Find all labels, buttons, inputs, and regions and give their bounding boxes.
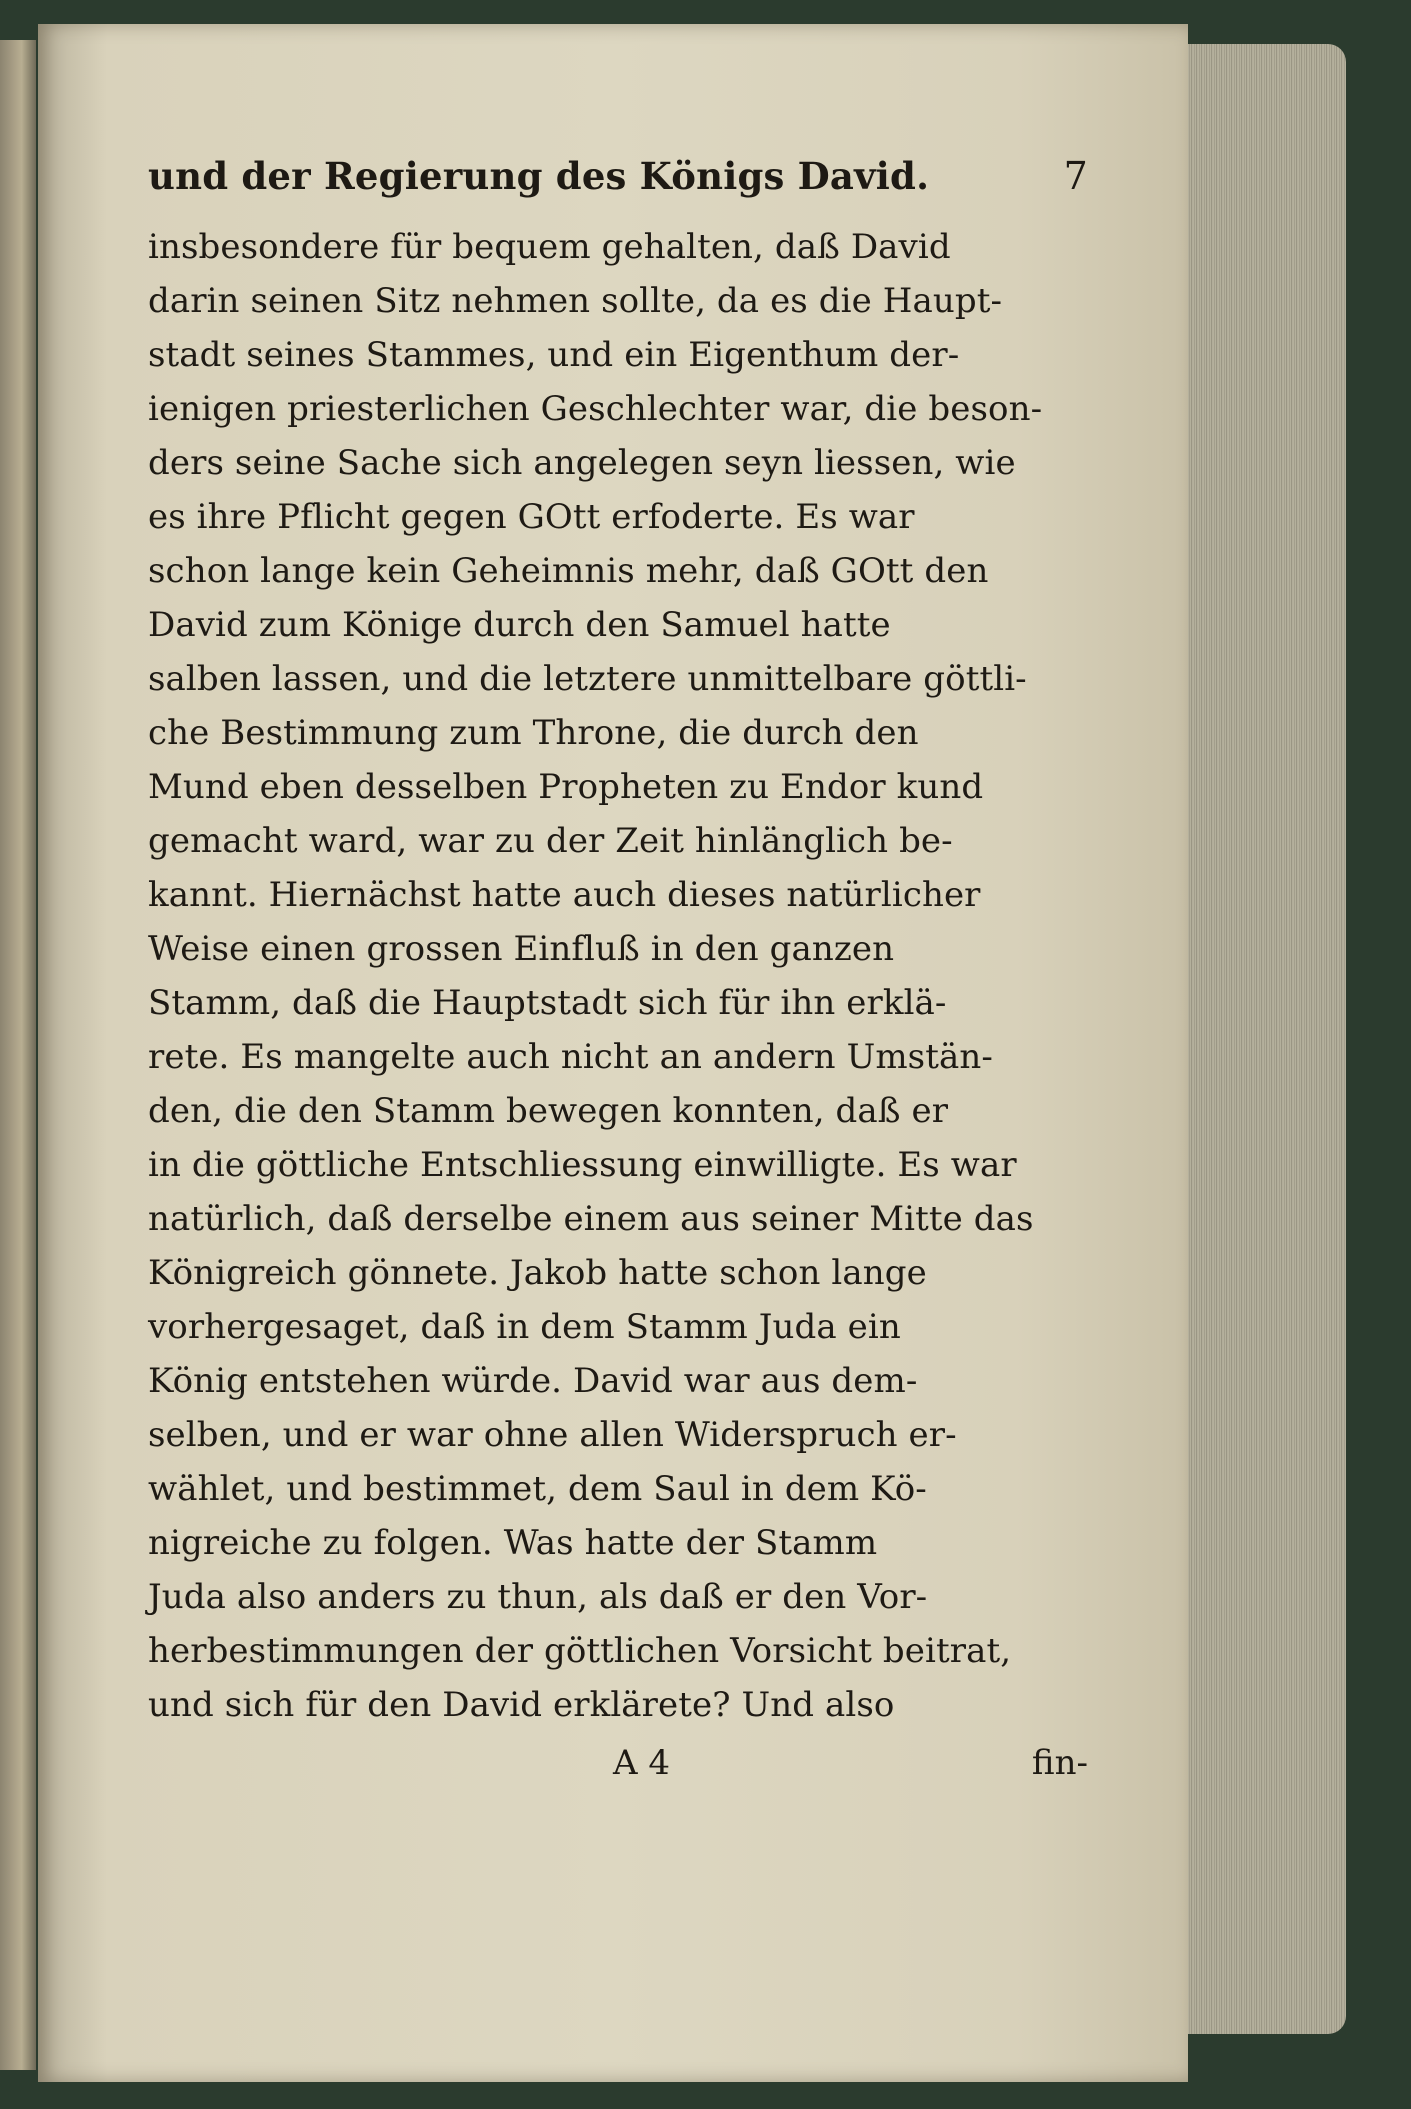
text-line: schon lange kein Geheimnis mehr, daß GOtt den <box>148 551 989 591</box>
left-page-edge <box>0 40 36 2070</box>
text-block <box>148 154 1088 1790</box>
text-line: den, die den Stamm bewegen konnten, daß er <box>148 1091 949 1131</box>
text-line: Mund eben desselben Propheten zu Endor kund <box>148 767 984 807</box>
text-line: David zum Könige durch den Samuel hatte <box>148 605 891 645</box>
text-line: salben lassen, und die letztere unmittelbare göttli- <box>148 659 1027 699</box>
text-line: König entstehen würde. David war aus dem- <box>148 1361 918 1401</box>
text-line: kannt. Hiernächst hatte auch dieses natürlicher <box>148 875 981 915</box>
page-block-edges <box>1176 44 1346 2034</box>
text-line: in die göttliche Entschliessung einwilligte. Es war <box>148 1145 1017 1185</box>
text-line: darin seinen Sitz nehmen sollte, da es die Haupt- <box>148 281 1003 321</box>
text-line: herbestimmungen der göttlichen Vorsicht beitrat, <box>148 1631 1012 1671</box>
text-line: ders seine Sache sich angelegen seyn liessen, wie <box>148 443 1016 483</box>
text-line: Juda also anders zu thun, als daß er den Vor- <box>148 1577 928 1617</box>
text-line: stadt seines Stammes, und ein Eigenthum der- <box>148 335 960 375</box>
text-line: ienigen priesterlichen Geschlechter war, die beson- <box>148 389 1043 429</box>
text-line: Stamm, daß die Hauptstadt sich für ihn erklä- <box>148 983 947 1023</box>
text-line: insbesondere für bequem gehalten, daß David <box>148 227 951 267</box>
text-line: che Bestimmung zum Throne, die durch den <box>148 713 919 753</box>
text-line: und sich für den David erklärete? Und also <box>148 1685 895 1725</box>
text-line: nigreiche zu folgen. Was hatte der Stamm <box>148 1523 878 1563</box>
text-line: Königreich gönnete. Jakob hatte schon lange <box>148 1253 927 1293</box>
text-line: selben, und er war ohne allen Widerspruch er- <box>148 1415 957 1455</box>
text-line: Weise einen grossen Einfluß in den ganzen <box>148 929 895 969</box>
book-page <box>38 24 1188 2082</box>
text-line: es ihre Pflicht gegen GOtt erfoderte. Es war <box>148 497 915 537</box>
running-head-title: und der Regierung des Königs David. <box>148 154 930 198</box>
body-text <box>148 220 1088 1732</box>
text-line: wählet, und bestimmet, dem Saul in dem Kö- <box>148 1469 927 1509</box>
signature-mark: A 4 <box>613 1743 670 1783</box>
text-line: vorhergesaget, daß in dem Stamm Juda ein <box>148 1307 901 1347</box>
text-line: gemacht ward, war zu der Zeit hinlänglich be- <box>148 821 953 861</box>
running-head <box>148 154 1088 198</box>
text-line: rete. Es mangelte auch nicht an andern Umstän- <box>148 1037 993 1077</box>
page-footer <box>148 1736 1088 1790</box>
catchword: fin- <box>1031 1743 1088 1783</box>
page-number: 7 <box>1063 154 1088 198</box>
text-line: natürlich, daß derselbe einem aus seiner Mitte das <box>148 1199 1034 1239</box>
